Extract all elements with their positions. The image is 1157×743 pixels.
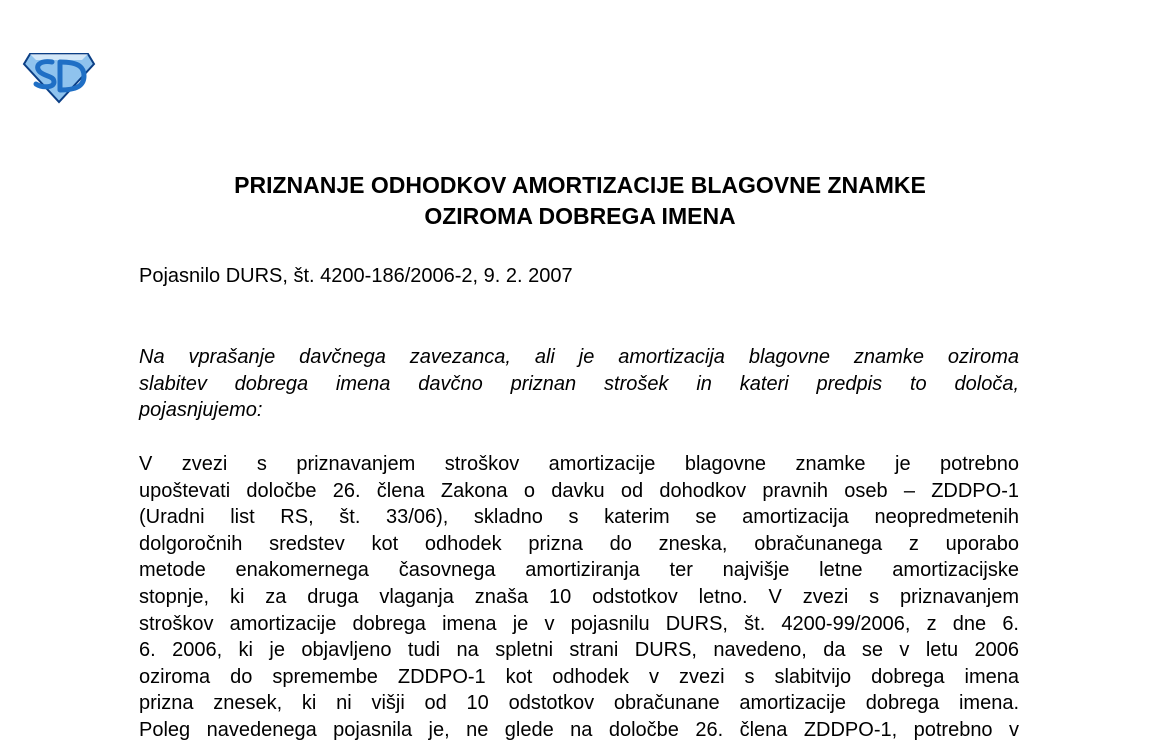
answer-line: dolgoročnih sredstev kot odhodek prizna do zneska, obračunanega z uporabo	[139, 532, 1019, 555]
title-line-2: OZIROMA DOBREGA IMENA	[424, 203, 736, 229]
sd-logo-icon	[22, 48, 96, 104]
answer-line: 6. 2006, ki je objavljeno tudi na spletni strani DURS, navedeno, da se v letu 2006	[139, 639, 1019, 662]
answer-paragraph	[139, 451, 1019, 743]
question-line: pojasnjujemo:	[139, 399, 263, 422]
logo	[22, 48, 96, 104]
page-title	[140, 170, 1020, 232]
answer-line: (Uradni list RS, št. 33/06), skladno s katerim se amortizacija neopredmetenih	[139, 506, 1019, 529]
question-paragraph	[139, 344, 1019, 424]
answer-line: upoštevati določbe 26. člena Zakona o davku od dohodkov pravnih oseb – ZDDPO-1	[139, 479, 1019, 502]
answer-line: V zvezi s priznavanjem stroškov amortizacije blagovne znamke je potrebno	[139, 453, 1019, 475]
question-line: Na vprašanje davčnega zavezanca, ali je amortizacija blagovne znamke oziroma	[139, 346, 1019, 368]
title-line-1: PRIZNANJE ODHODKOV AMORTIZACIJE BLAGOVNE ZNAMKE	[234, 172, 926, 198]
answer-line: oziroma do spremembe ZDDPO-1 kot odhodek v zvezi s slabitvijo dobrega imena	[139, 665, 1019, 688]
answer-line: stroškov amortizacije dobrega imena je v pojasnilu DURS, št. 4200-99/2006, z dne 6.	[139, 612, 1019, 635]
question-line: slabitev dobrega imena davčno priznan strošek in kateri predpis to določa,	[139, 372, 1019, 395]
answer-line: prizna znesek, ki ni višji od 10 odstotkov obračunane amortizacije dobrega imena.	[139, 692, 1019, 715]
answer-line: Poleg navedenega pojasnila je, ne glede na določbe 26. člena ZDDPO-1, potrebno v	[139, 718, 1019, 741]
reference-line: Pojasnilo DURS, št. 4200-186/2006-2, 9. 2. 2007	[139, 265, 573, 287]
answer-line: stopnje, ki za druga vlaganja znaša 10 odstotkov letno. V zvezi s priznavanjem	[139, 585, 1019, 608]
answer-line: metode enakomernega časovnega amortiziranja ter najvišje letne amortizacijske	[139, 559, 1019, 582]
